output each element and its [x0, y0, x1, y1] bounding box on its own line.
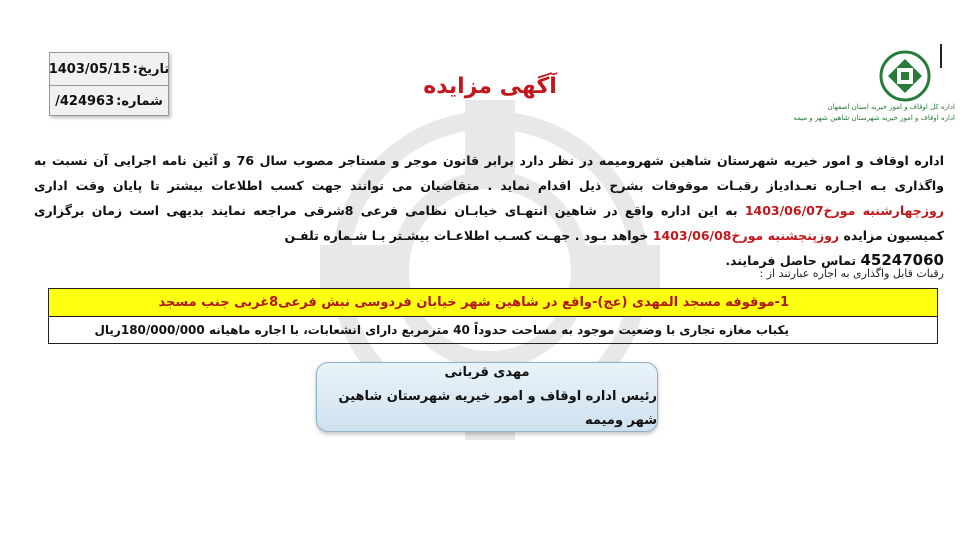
date-row	[50, 53, 168, 85]
property-description-row	[49, 317, 937, 343]
date-label: تاریخ:	[132, 61, 170, 77]
date-number-box	[49, 52, 169, 116]
number-label: شماره:	[116, 94, 163, 109]
body-part-3: خواهد بـود . جهـت کسـب اطلاعـات بیشـتر بـا شـماره تلفـن	[284, 228, 649, 243]
body-part-1: اداره اوقاف و امور خیریه شهرستان شاهین شهرومیمه در نظر دارد برابر قانون موجر و مستاجر مصوب سال 76 و آئین نامه اجرایی آن نسبت به واگذاری بـه اجـاره تعـدادیاز رقبـات موقوفات بشرح ذیل اقدام نماید . متقاضیان می توانند جهت کسب اطلاعات بیشتر تا پایان وقت اداری	[34, 153, 944, 193]
properties-subheading: رقبات قابل واگذاری به اجاره عبارتند از :	[759, 267, 944, 280]
body-part-4: تماس حاصل فرمایند.	[725, 253, 857, 268]
number-row	[50, 85, 168, 117]
logo-line-2: اداره اوقاف و امور خیریه شهرستان شاهین شهر و میمه	[793, 114, 955, 122]
property-title: 1-موقوفه مسجد المهدی (عج)-واقع در شاهین شهر خیابان فردوسی نبش فرعی8غربی جنب مسجد	[158, 295, 789, 310]
organization-logo	[793, 50, 955, 140]
properties-table	[48, 288, 938, 344]
body-part-2: به این اداره واقع در شاهین انتهـای خیابـان نظامی فرعی 8شرقی مراجعه نمایند بدیهی است زمان برگزاری کمیسیون مزایده	[34, 203, 944, 243]
page-title: آگهی مزایده	[423, 74, 557, 99]
phone-number: 45247060	[860, 251, 944, 269]
signatory-name: مهدی قربانی	[444, 365, 530, 380]
organization-emblem-icon	[879, 50, 931, 102]
property-title-row	[49, 289, 937, 317]
announcement-body	[34, 148, 944, 273]
date-value: 1403/05/15	[48, 61, 131, 77]
number-value: 424963/	[55, 94, 115, 109]
signature-box	[316, 362, 658, 432]
property-description: یکباب مغازه تجاری با وضعیت موجود به مساحت حدوداً 40 مترمربع دارای انشعابات، با اجاره ماهیانه 180/000/000ریال	[94, 323, 789, 337]
deadline-date: روزچهارشنبه مورخ1403/06/07	[744, 203, 944, 218]
commission-date: روزپنجشنبه مورخ1403/06/08	[652, 228, 840, 243]
signatory-position: رئیس اداره اوقاف و امور خیریه شهرستان شاهین شهر ومیمه	[338, 389, 657, 428]
logo-line-1: اداره کل اوقاف و امور خیریه استان اصفهان	[827, 103, 955, 111]
